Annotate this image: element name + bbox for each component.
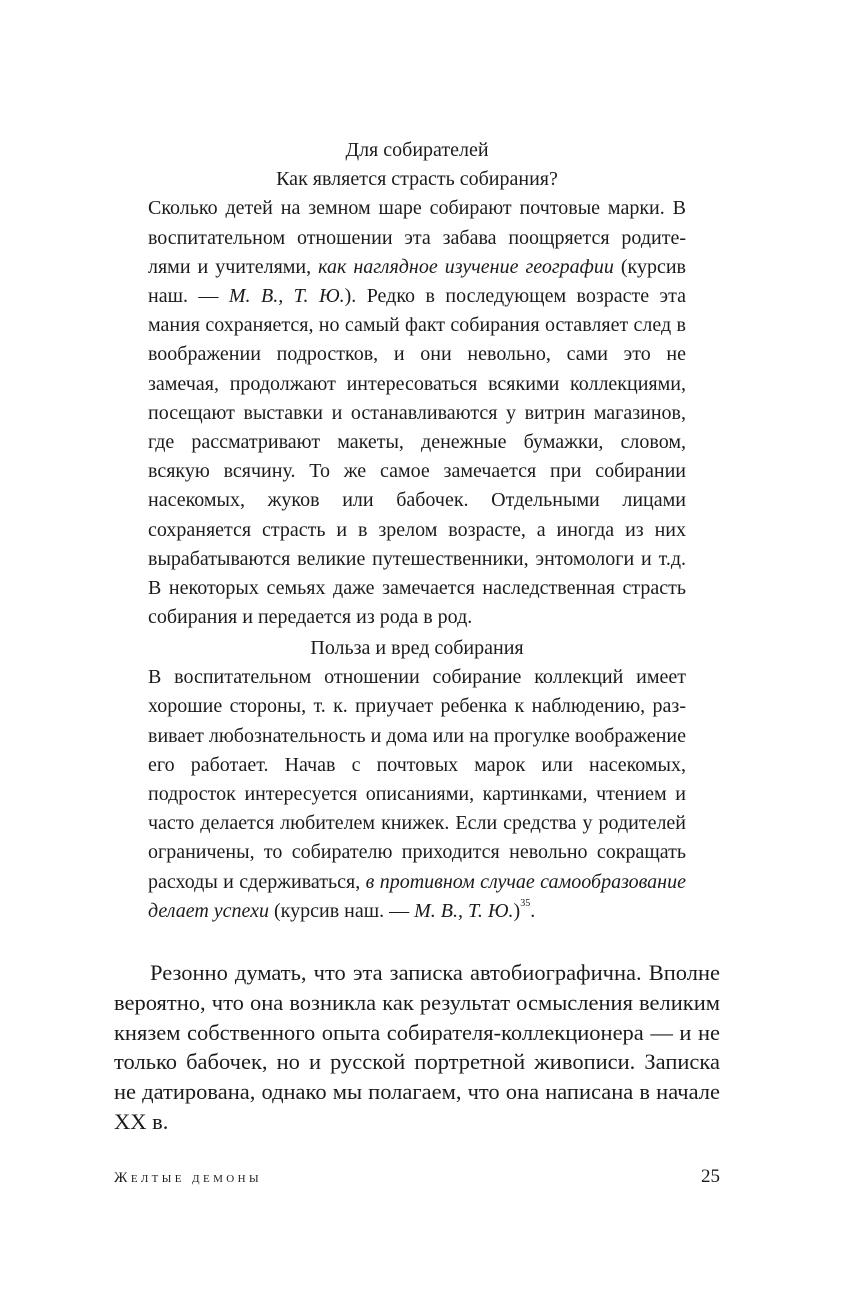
text-run: (курсив наш. — xyxy=(269,899,415,922)
quote-block-benefit-harm xyxy=(148,634,686,926)
section-subheading-passion: Как является страсть собирания? xyxy=(276,168,558,191)
page-number: 25 xyxy=(701,1166,720,1187)
italic-text-run: в противном случае самообразование делает успехи xyxy=(148,870,686,922)
section-heading-collectors: Для собирателей xyxy=(345,139,489,161)
footnote-marker[interactable]: 35 xyxy=(520,898,531,910)
page-footer xyxy=(114,1166,720,1188)
italic-author-initials: М. В., Т. Ю. xyxy=(414,899,514,922)
text-run: Сколько детей на земном шаре собирают почтовые марки. В воспитательном отношении эта забава поощряется родителями и учителями, xyxy=(148,197,686,278)
italic-author-initials: М. В., Т. Ю. xyxy=(228,285,345,308)
text-run: . xyxy=(530,899,536,922)
quote-paragraph-collectors xyxy=(148,194,686,632)
quote-block-collectors xyxy=(148,136,686,632)
text-run: ). Редко в последующем возрасте эта мания сохраняется, но самый факт собирания оставляет след в воображении подростков, и они невольно, сами это не замечая, продолжают интересоваться всякими коллекциями, посещают выставки и останавливаются у витрин магазинов, где рассматривают макеты, денежные бумажки, словом, всякую всячину. То же самое замечается при собирании насекомых, жуков или бабочек. Отдельными лицами сохраняется страсть и в зрелом возрасте, а иногда из них вырабатываются великие путешественники, энтомологи и т.д. В некоторых семьях даже замечается наследственная страсть собирания и передается из рода в род. xyxy=(148,285,687,629)
text-run: (курсив наш. — xyxy=(148,255,686,308)
quote-paragraph-benefit-harm xyxy=(148,663,686,926)
running-title: Желтые демоны xyxy=(114,1170,262,1186)
section-heading-benefit-harm: Польза и вред собирания xyxy=(310,637,524,659)
text-run: ) xyxy=(513,899,521,922)
body-paragraph: Резонно думать, что эта записка автобиографична. Вполне вероятно, что она возникла как результат осмысления великим князем собственного опыта собирателя-коллекционера — и не только бабочек, но и русской портретной живописи. Записка не датирована, однако мы полагаем, что она написана в начале XX в. xyxy=(114,960,720,1134)
italic-text-run: как наглядное изучение географии xyxy=(318,255,614,278)
text-run: В воспитательном отношении собирание коллекций имеет хорошие стороны, т. к. приучает ребенка к наблюдению, развивает любознательность и дома или на прогулке воображение его работает. Начав с почтовых марок или насекомых, подросток интересуется описаниями, картинками, чтением и часто делается любителем книжек. Если средства у родителей ограничены, то собирателю приходится невольно сокращать расходы и сдерживаться, xyxy=(148,666,686,893)
